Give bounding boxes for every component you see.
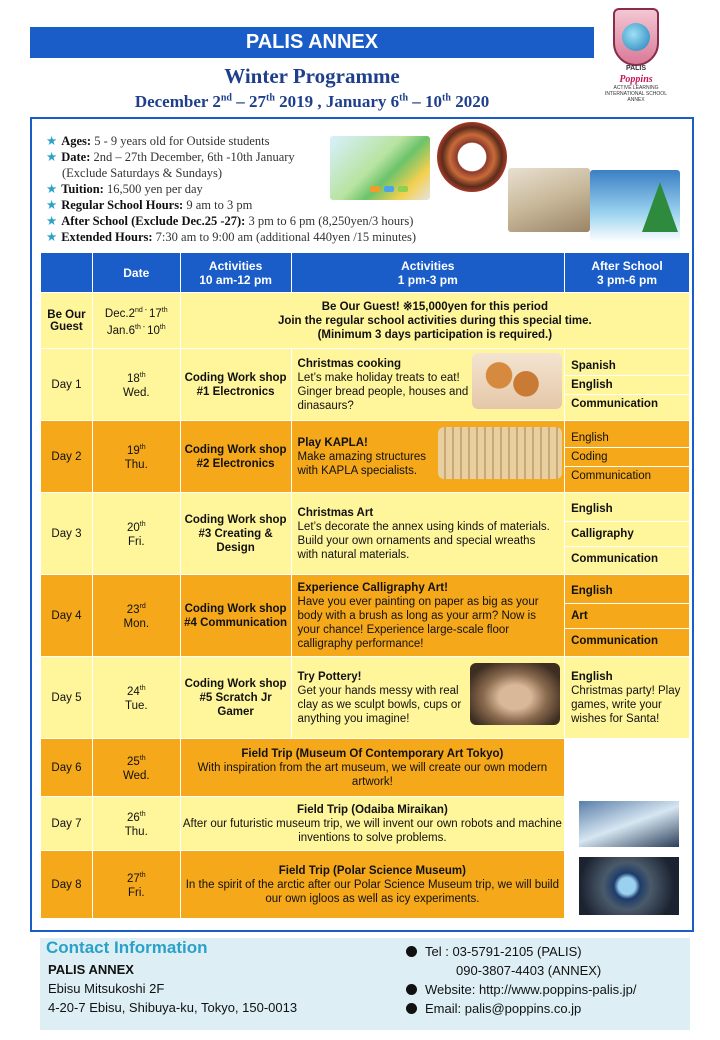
star-icon: ★ [46, 230, 58, 244]
star-icon: ★ [46, 150, 58, 164]
field-trip: Field Trip (Polar Science Museum) In the spirit of the arctic after our Polar Science Museum trip, we will build our own igloos as well as icy experiments. [180, 851, 564, 919]
school-logo [603, 8, 669, 113]
wreath-image [437, 122, 507, 192]
header-pm: Activities 1 pm-3 pm [291, 253, 565, 293]
star-icon: ★ [46, 198, 58, 212]
pm-activity: Christmas cooking Let’s make holiday treats to eat! Ginger bread people, houses and dinasaurs? [291, 349, 565, 421]
day-label: Day 1 [41, 349, 93, 421]
table-header-row [41, 253, 690, 293]
am-activity: Coding Work shop #2 Electronics [180, 421, 291, 493]
info-tuition: ★ Tuition: 16,500 yen per day [46, 182, 203, 196]
day-label: Day 4 [41, 575, 93, 657]
pm-activity: Experience Calligraphy Art! Have you ever painting on paper as big as your body with a brush as long as your arm? Now is your chance! Experience large-scale floor calligraphy performance! [291, 575, 565, 657]
table-row [41, 493, 690, 575]
day-label: Day 8 [41, 851, 93, 919]
star-icon: ★ [46, 182, 58, 196]
contact-email[interactable]: Email: palis@poppins.co.jp [406, 999, 636, 1018]
header-am: Activities 10 am-12 pm [180, 253, 291, 293]
calligraphy-brush-image [508, 168, 590, 232]
info-extended: ★ Extended Hours: 7:30 am to 9:00 am (additional 440yen /15 minutes) [46, 230, 417, 244]
day-date: 18th Wed. [92, 349, 180, 421]
contact-tel: Tel : 03-5791-2105 (PALIS) [406, 942, 636, 961]
table-row [41, 421, 690, 493]
block-icon [384, 186, 394, 192]
header-blank [41, 253, 93, 293]
shield-icon [613, 8, 659, 66]
bullet-icon [406, 1003, 417, 1014]
day-date: 27th Fri. [92, 851, 180, 919]
logo-line3: ANNEX [627, 97, 645, 103]
polar-museum-image [579, 857, 679, 915]
logo-line2: INTERNATIONAL SCHOOL [605, 91, 667, 97]
day-label: Day 2 [41, 421, 93, 493]
day-label: Day 3 [41, 493, 93, 575]
day-label: Day 7 [41, 797, 93, 851]
table-row-guest [41, 293, 690, 349]
logo-line1: ACTIVE LEARNING [613, 85, 659, 91]
coding-screenshot-image [330, 136, 430, 200]
header-after: After School 3 pm-6 pm [565, 253, 690, 293]
contact-details [406, 942, 636, 1018]
info-ages: ★ Ages: 5 - 9 years old for Outside students [46, 134, 270, 148]
block-icon [398, 186, 408, 192]
bullet-icon [406, 984, 417, 995]
am-activity: Coding Work shop #1 Electronics [180, 349, 291, 421]
day-label: Day 5 [41, 657, 93, 739]
guest-dates: $Dec.2^{nd -}$ 17th $Jan.6^{th -}$ 10th [92, 293, 180, 349]
logo-name: PALIS [625, 65, 647, 72]
day-date: 24th Tue. [92, 657, 180, 739]
am-activity: Coding Work shop #3 Creating & Design [180, 493, 291, 575]
day-date: 26th Thu. [92, 797, 180, 851]
info-date-note: (Exclude Saturdays & Sundays) [62, 166, 223, 180]
programme-dates: December 2nd – 27th 2019 , January 6th – 10th 2020 [134, 92, 490, 111]
pottery-image [470, 663, 560, 725]
contact-section [40, 938, 690, 1030]
after-school-cells: English Art Communication [565, 575, 690, 657]
page-title: PALIS ANNEX [30, 27, 594, 58]
day-label: Day 6 [41, 739, 93, 797]
programme-subtitle: Winter Programme [224, 64, 400, 88]
table-row [41, 657, 690, 739]
block-icon [370, 186, 380, 192]
after-school-cells: Spanish English Communication [565, 349, 690, 421]
christmas-tree-image [590, 170, 680, 242]
day-date: 23rd Mon. [92, 575, 180, 657]
contact-title: Contact Information [46, 938, 208, 957]
contact-tel-annex: 090-3807-4403 (ANNEX) [456, 963, 602, 978]
contact-website[interactable]: Website: http://www.poppins-palis.jp/ [406, 980, 636, 999]
after-school-cells: English Calligraphy Communication [565, 493, 690, 575]
after-school-cells: English Christmas party! Play games, write your wishes for Santa! [565, 657, 690, 739]
info-after-school: ★ After School (Exclude Dec.25 -27): 3 pm to 6 pm (8,250yen/3 hours) [46, 214, 414, 228]
header-date: Date [92, 253, 180, 293]
kapla-image [438, 427, 562, 479]
tree-icon [642, 182, 678, 232]
logo-brand: Poppins [619, 74, 653, 85]
gingerbread-image [472, 353, 562, 409]
day-date: 25th Wed. [92, 739, 180, 797]
pm-activity: Play KAPLA! Make amazing structures with KAPLA specialists. [291, 421, 565, 493]
field-trip: Field Trip (Museum Of Contemporary Art Tokyo) With inspiration from the art museum, we will create our own modern artwork! [180, 739, 564, 797]
contact-address: PALIS ANNEX Ebisu Mitsukoshi 2F 4-20-7 Ebisu, Shibuya-ku, Tokyo, 150-0013 [48, 962, 298, 1015]
day-date: 19th Thu. [92, 421, 180, 493]
guest-label: Be Our Guest [41, 293, 93, 349]
field-trip-images [565, 739, 690, 919]
field-trip: Field Trip (Odaiba Miraikan) After our futuristic museum trip, we will invent our own robots and machine inventions to solve problems. [180, 797, 564, 851]
bullet-icon [406, 946, 417, 957]
am-activity: Coding Work shop #5 Scratch Jr Gamer [180, 657, 291, 739]
after-school-cells: English Coding Communication [565, 421, 690, 493]
am-activity: Coding Work shop #4 Communication [180, 575, 291, 657]
info-date: ★ Date: 2nd – 27th December, 6th -10th January [46, 150, 295, 164]
table-row [41, 349, 690, 421]
museum-image [579, 801, 679, 847]
globe-icon [622, 23, 650, 51]
pm-activity: Try Pottery! Get your hands messy with real clay as we sculpt bowls, cups or anything you imagine! [291, 657, 565, 739]
pm-activity: Christmas Art Let’s decorate the annex using kinds of materials. Build your own ornaments and special wreaths with natural materials. [291, 493, 565, 575]
star-icon: ★ [46, 134, 58, 148]
info-hours: ★ Regular School Hours: 9 am to 3 pm [46, 198, 253, 212]
schedule-table [40, 252, 690, 919]
table-row [41, 575, 690, 657]
table-row [41, 739, 690, 797]
day-date: 20th Fri. [92, 493, 180, 575]
guest-description: Be Our Guest! ※15,000yen for this period Join the regular school activities during this special time. (Minimum 3 days participation is required.) [180, 293, 689, 349]
star-icon: ★ [46, 214, 58, 228]
